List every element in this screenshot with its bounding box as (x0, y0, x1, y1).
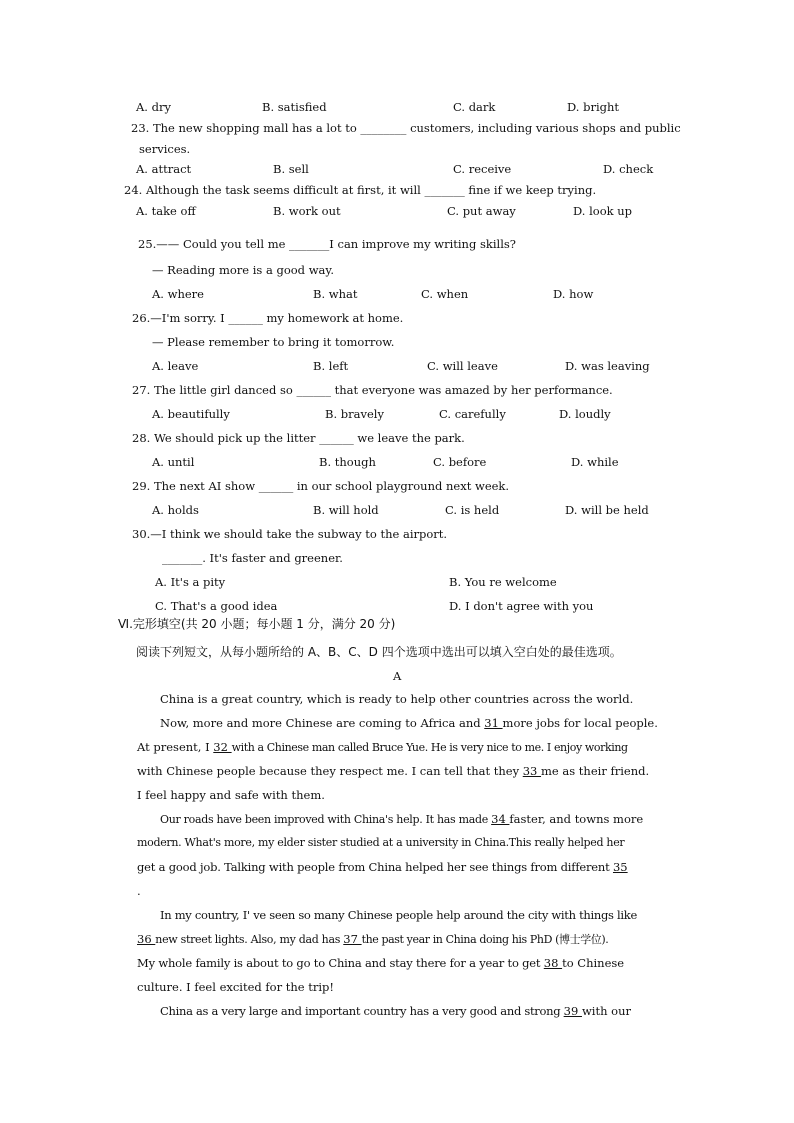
passage-line: I feel happy and safe with them. (137, 788, 325, 802)
blank-35: 35 (612, 860, 628, 874)
q22-option-d: D. bright (567, 100, 620, 114)
q23-stem-cont: services. (139, 142, 191, 156)
q28-option-b: B. though (319, 455, 376, 469)
q24-stem: 24. Although the task seems difficult at first, it will _______ fine if we keep trying. (124, 183, 597, 197)
blank-36: 36 (137, 932, 156, 946)
q29-stem: 29. The next AI show ______ in our school playground next week. (132, 479, 510, 493)
blank-31: 31 (484, 716, 503, 730)
passage-text: to Chinese (562, 956, 625, 970)
q23-option-a: A. attract (136, 162, 192, 176)
blank-37: 37 (343, 932, 362, 946)
passage-text: more jobs for local people. (502, 716, 658, 730)
q23-option-b: B. sell (273, 162, 309, 176)
passage-text: with our (581, 1004, 631, 1018)
passage-line: . (137, 884, 141, 898)
q23-stem: 23. The new shopping mall has a lot to ________ customers, including various shops and public (131, 121, 681, 135)
passage-line (160, 812, 643, 827)
q30-option-c: C. That's a good idea (155, 599, 278, 613)
passage-line (137, 956, 624, 970)
passage-text: At present, I (137, 740, 214, 754)
passage-text: Our roads have been improved with China's help. It has made (160, 813, 492, 826)
blank-34: 34 (491, 812, 510, 826)
q26-stem: 26.—I'm sorry. I ______ my homework at home. (132, 311, 404, 325)
section-heading: Ⅵ.完形填空(共 20 小题；每小题 1 分，满分 20 分) (118, 617, 396, 631)
q28-option-a: A. until (152, 455, 195, 469)
passage-text: My whole family is about to go to China and stay there for a year to get (137, 956, 544, 970)
q27-option-d: D. loudly (559, 407, 611, 421)
passage-text: new street lights. Also, my dad has (155, 933, 344, 946)
q26-option-d: D. was leaving (565, 359, 650, 373)
q29-option-a: A. holds (152, 503, 199, 517)
q22-option-b: B. satisfied (262, 100, 327, 114)
q27-stem: 27. The little girl danced so ______ that everyone was amazed by her performance. (132, 383, 613, 397)
passage-line (137, 932, 608, 947)
q22-option-c: C. dark (453, 100, 496, 114)
q25-option-c: C. when (421, 287, 469, 301)
blank-38: 38 (543, 956, 563, 970)
q26-option-c: C. will leave (427, 359, 498, 373)
passage-text: faster, and towns more (509, 812, 644, 826)
q25-reply: — Reading more is a good way. (152, 263, 335, 277)
q28-option-c: C. before (433, 455, 487, 469)
q25-stem: 25.—— Could you tell me _______I can improve my writing skills? (138, 237, 516, 251)
q30-reply: _______. It's faster and greener. (162, 551, 343, 565)
q26-option-a: A. leave (152, 359, 199, 373)
passage-line (137, 740, 628, 755)
passage-text: get a good job. Talking with people from China helped her see things from different (137, 860, 613, 874)
passage-text: with Chinese people because they respect me. I can tell that they (137, 764, 523, 778)
passage-text: me as their friend. (541, 764, 650, 778)
q30-option-d: D. I don't agree with you (449, 599, 594, 613)
q27-option-b: B. bravely (325, 407, 384, 421)
q30-stem: 30.—I think we should take the subway to the airport. (132, 527, 448, 541)
passage-line (137, 860, 628, 874)
passage-line (160, 716, 658, 730)
passage-text: Now, more and more Chinese are coming to Africa and (160, 716, 485, 730)
q30-option-a: A. It's a pity (155, 575, 226, 589)
q27-option-c: C. carefully (439, 407, 506, 421)
passage-line: modern. What's more, my elder sister studied at a university in China.This really helped her (137, 836, 625, 849)
blank-33: 33 (522, 764, 542, 778)
blank-39: 39 (563, 1004, 582, 1018)
q23-option-d: D. check (603, 162, 654, 176)
q29-option-b: B. will hold (313, 503, 379, 517)
passage-label: A (393, 669, 402, 683)
q25-option-b: B. what (313, 287, 358, 301)
q28-stem: 28. We should pick up the litter ______ we leave the park. (132, 431, 465, 445)
q29-option-d: D. will be held (565, 503, 649, 517)
passage-line: China is a great country, which is ready to help other countries across the world. (160, 692, 634, 706)
q24-option-a: A. take off (136, 204, 196, 218)
blank-32: 32 (213, 740, 232, 754)
q25-option-a: A. where (152, 287, 204, 301)
section-instruction: 阅读下列短文，从每小题所给的 A、B、C、D 四个选项中选出可以填入空白处的最佳选项。 (136, 645, 622, 659)
q26-reply: — Please remember to bring it tomorrow. (152, 335, 395, 349)
passage-text: China as a very large and important country has a very good and strong (160, 1004, 564, 1018)
passage-text: with a Chinese man called Bruce Yue. He is very nice to me. I enjoy working (231, 741, 628, 754)
q28-option-d: D. while (571, 455, 619, 469)
q24-option-d: D. look up (573, 204, 633, 218)
passage-line (160, 908, 637, 922)
q24-option-b: B. work out (273, 204, 341, 218)
q26-option-b: B. left (313, 359, 349, 373)
q24-option-c: C. put away (447, 204, 516, 218)
passage-line (137, 764, 649, 778)
q22-option-a: A. dry (136, 100, 171, 114)
passage-text: In my country, I' ve seen so many Chinese people help around the city with things like (160, 908, 637, 922)
q23-option-c: C. receive (453, 162, 512, 176)
passage-line (160, 1004, 631, 1018)
q25-option-d: D. how (553, 287, 594, 301)
passage-line: culture. I feel excited for the trip! (137, 980, 335, 994)
q27-option-a: A. beautifully (152, 407, 230, 421)
q29-option-c: C. is held (445, 503, 500, 517)
q30-option-b: B. You re welcome (449, 575, 557, 589)
passage-text: the past year in China doing his PhD (博士学位). (361, 933, 609, 946)
